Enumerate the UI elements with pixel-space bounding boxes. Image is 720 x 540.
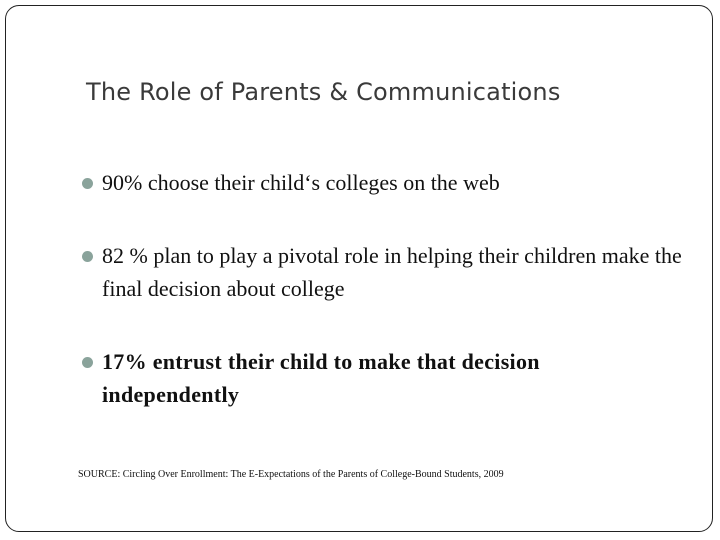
bullet-text: 90% choose their child‘s colleges on the web: [102, 170, 500, 195]
bullet-text: 82 % plan to play a pivotal role in helping their children make the final decision about college: [102, 243, 682, 301]
slide-frame: [5, 5, 713, 532]
source-citation: SOURCE: Circling Over Enrollment: The E-Expectations of the Parents of College-Bound Students, 2009: [78, 469, 504, 480]
bullet-dot-icon: [82, 251, 93, 262]
bullet-dot-icon: [82, 178, 93, 189]
bullet-text: 17% entrust their child to make that decision independently: [102, 349, 540, 407]
bullet-list: [82, 166, 682, 411]
bullet-item-entrust-child: [82, 345, 682, 411]
slide-title: The Role of Parents & Communications: [86, 78, 561, 106]
bullet-dot-icon: [82, 357, 93, 368]
bullet-item-pivotal-role: [82, 239, 682, 305]
bullet-item-web-choice: [82, 166, 682, 199]
